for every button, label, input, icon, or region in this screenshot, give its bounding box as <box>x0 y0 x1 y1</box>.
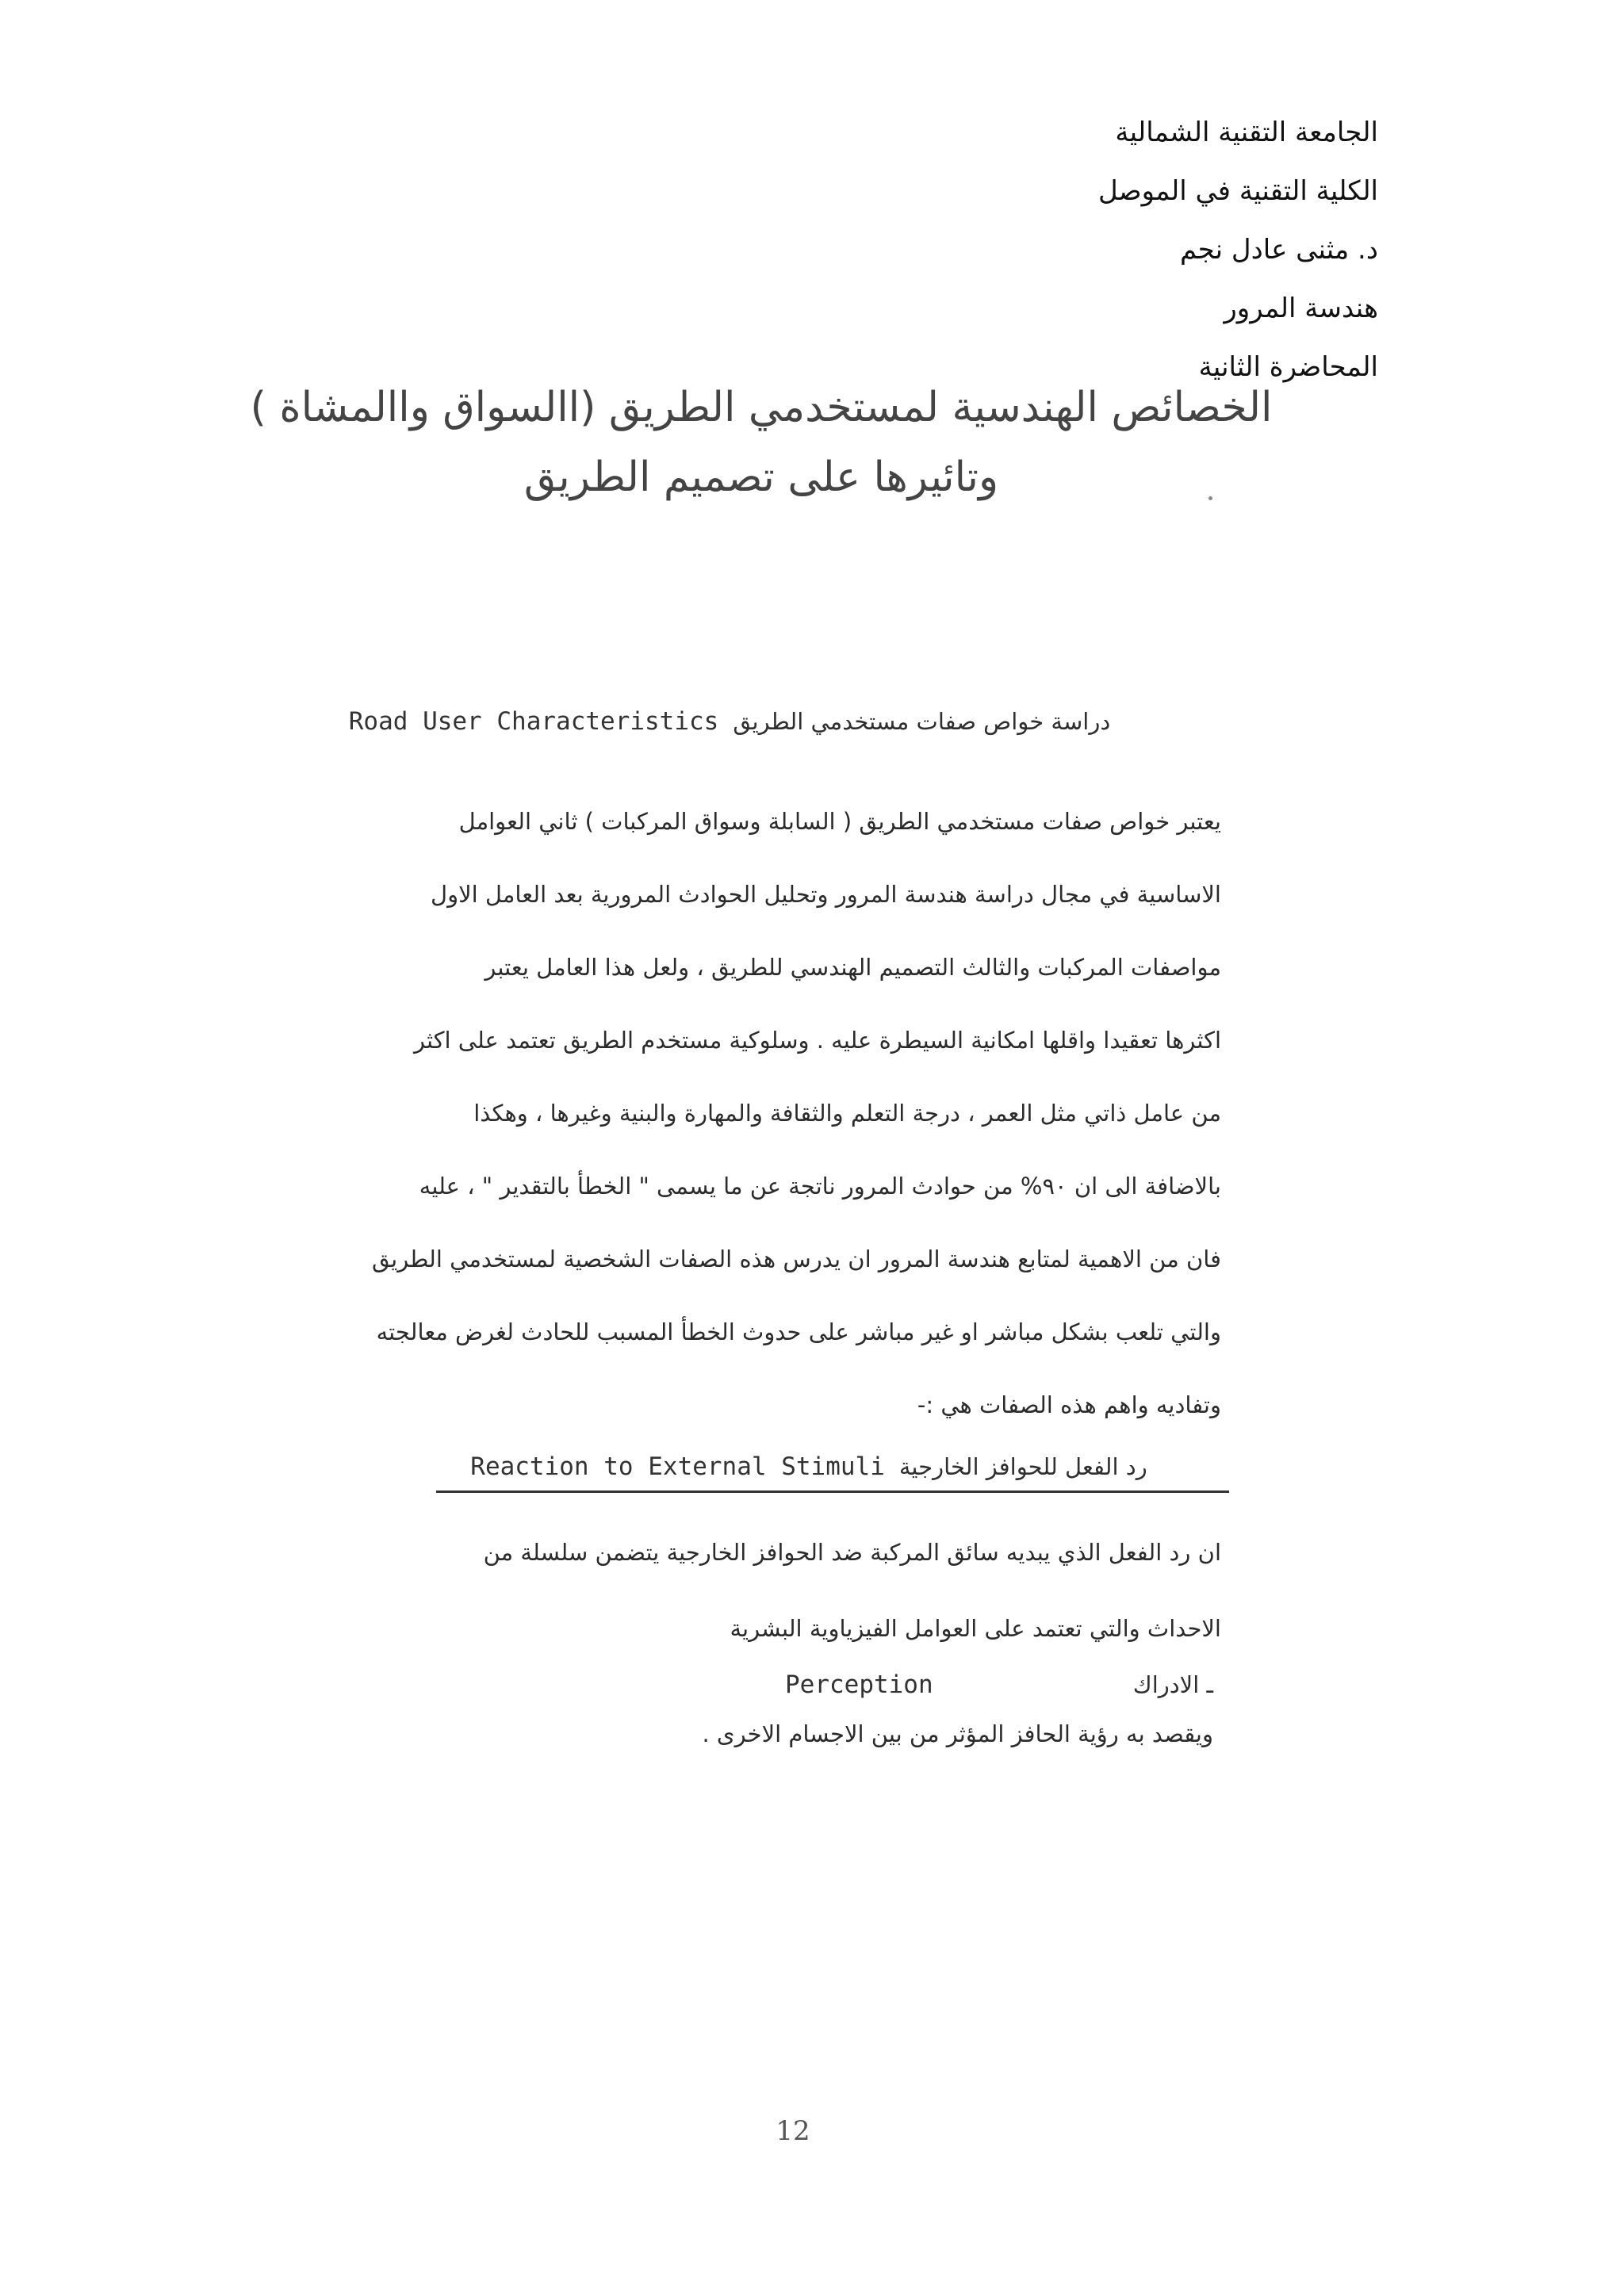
paragraph-line: مواصفات المركبات والثالث التصميم الهندسي للطريق ، ولعل هذا العامل يعتبر <box>485 954 1221 981</box>
document-header <box>665 103 1378 396</box>
paragraph-line: ان رد الفعل الذي يبديه سائق المركبة ضد الحوافز الخارجية يتضمن سلسلة من <box>483 1539 1221 1566</box>
road-user-paragraph <box>301 785 1221 1441</box>
perception-en: Perception <box>785 1670 933 1699</box>
paragraph-line: من عامل ذاتي مثل العمر ، درجة التعلم والثقافة والمهارة والبنية وغيرها ، وهكذا <box>473 1100 1221 1127</box>
perception-description: ويقصد به رؤية الحافز المؤثر من بين الاجسام الاخرى . <box>702 1720 1213 1747</box>
perception-ar: الادراك <box>1132 1671 1200 1698</box>
college-name: الكلية التقنية في الموصل <box>1098 175 1378 207</box>
reaction-heading-ar: رد الفعل للحوافز الخارجية <box>898 1453 1147 1480</box>
perception-ar-group <box>1133 1671 1213 1698</box>
subject-name: هندسة المرور <box>1224 293 1378 324</box>
section-heading-en: Road User Characteristics <box>348 707 719 736</box>
section-heading-reaction <box>381 1443 1237 1490</box>
paragraph-line: بالاضافة الى ان ٩٠% من حوادث المرور ناتجة عن ما يسمى " الخطأ بالتقدير " ، عليه <box>419 1173 1221 1200</box>
section-heading-ar: دراسة خواص صفات مستخدمي الطريق <box>733 708 1111 735</box>
lecturer-name: د. مثنى عادل نجم <box>1180 234 1378 266</box>
section-heading-road-user <box>278 698 1182 745</box>
paragraph-line: يعتبر خواص صفات مستخدمي الطريق ( السابلة وسواق المركبات ) ثاني العوامل <box>458 808 1221 835</box>
reaction-paragraph <box>301 1514 1221 1667</box>
paragraph-line: الاساسية في مجال دراسة هندسة المرور وتحليل الحوادث المرورية بعد العامل الاول <box>431 881 1221 908</box>
scanned-page-content <box>278 682 1245 1831</box>
title-line-1: الخصائص الهندسية لمستخدمي الطريق (االسواق واالمشاة ) <box>250 384 1273 431</box>
heading-underline <box>436 1490 1229 1493</box>
stray-dot <box>1208 496 1212 500</box>
paragraph-line: فان من الاهمية لمتابع هندسة المرور ان يدرس هذه الصفات الشخصية لمستخدمي الطريق <box>371 1246 1221 1272</box>
title-line-2: وتائيرها على تصميم الطريق <box>523 453 999 501</box>
perception-item <box>785 1661 1213 1709</box>
paragraph-line: والتي تلعب بشكل مباشر او غير مباشر على حدوث الخطأ المسبب للحادث لغرض معالجته <box>376 1318 1221 1345</box>
reaction-heading-en: Reaction to External Stimuli <box>470 1452 885 1481</box>
paragraph-line: الاحداث والتي تعتمد على العوامل الفيزياوية البشرية <box>730 1615 1221 1642</box>
lecture-number: المحاضرة الثانية <box>1198 351 1378 383</box>
document-title <box>206 373 1316 512</box>
perception-dash: ـ <box>1206 1671 1213 1698</box>
paragraph-line: اكثرها تعقيدا واقلها امكانية السيطرة عليه . وسلوكية مستخدم الطريق تعتمد على اكثر <box>413 1027 1221 1054</box>
university-name: الجامعة التقنية الشمالية <box>1115 117 1378 148</box>
page-number: 12 <box>776 2115 810 2147</box>
paragraph-line: وتفاديه واهم هذه الصفات هي :- <box>917 1391 1221 1418</box>
